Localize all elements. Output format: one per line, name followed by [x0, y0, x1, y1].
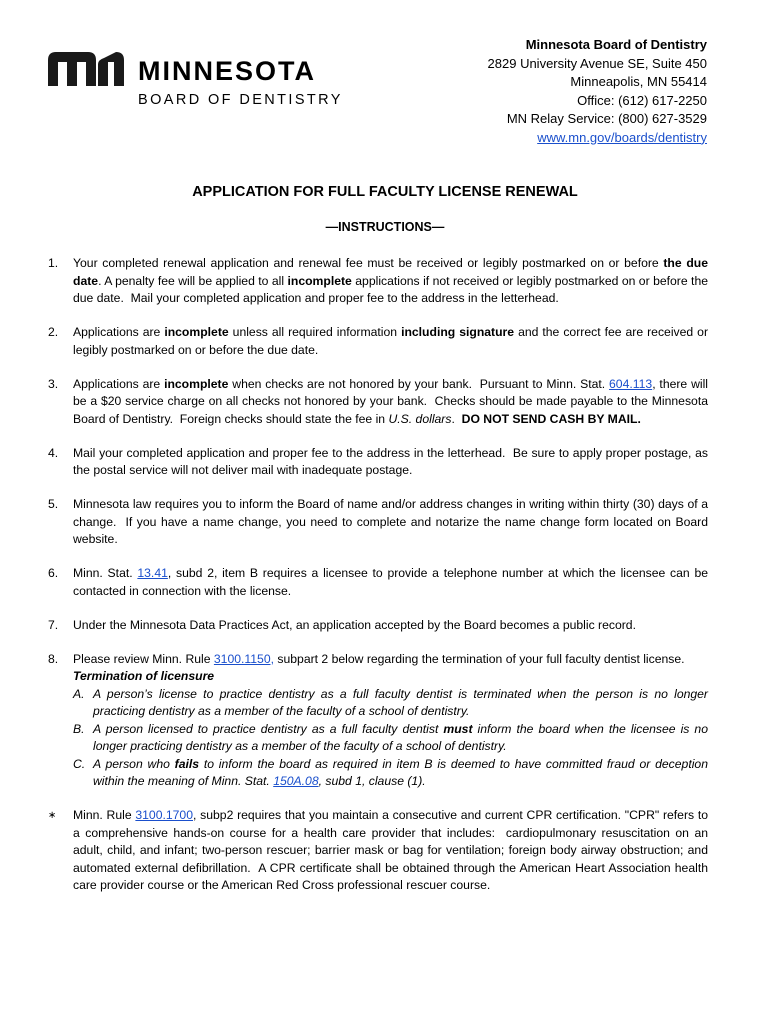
rule-link[interactable]: 3100.1700 — [135, 808, 193, 822]
item-number: 7. — [48, 617, 59, 632]
office-phone: Office: (612) 617-2250 — [577, 92, 707, 108]
relay-phone: MN Relay Service: (800) 627-3529 — [506, 111, 707, 126]
item-number: 4. — [48, 445, 59, 460]
logo-name: MINNESOTA — [138, 56, 316, 86]
list-item: 7. Under the Minnesota Data Practices Act, an application accepted by the Board becomes a public record. — [48, 617, 708, 635]
item-number: 8. — [48, 651, 59, 666]
instructions-heading: —INSTRUCTIONS— — [325, 220, 445, 234]
termination-title: Termination of licensure — [73, 669, 215, 683]
address-line-2: Minneapolis, MN 55414 — [570, 74, 707, 89]
statute-link[interactable]: 13.41 — [137, 566, 168, 580]
contact-block — [488, 36, 707, 147]
item-number: 1. — [48, 256, 59, 270]
board-logo — [48, 50, 358, 110]
item-number: 2. — [48, 325, 59, 339]
website-link[interactable]: www.mn.gov/boards/dentistry — [537, 129, 707, 145]
list-item: ∗ Minn. Rule 3100.1700, subp2 requires that you maintain a consecutive and current CPR certification. "CPR" refers to a comprehensive hands-on course for a health care provider that includes: cardiopulmonary resuscitation on an adult, child, and infant; two-person rescuer; barrier mask or bag for ventilation; foreign body airway obstruction; and automated external defibrillation. A CPR certificate shall be obtained through the American Heart Association health care provider course or the American Red Cross professional rescuer course. — [48, 808, 709, 892]
item-number: 5. — [48, 497, 59, 511]
list-item: 8. Please review Minn. Rule 3100.1150, subpart 2 below regarding the termination of your full faculty dentist license. Termination of licensure A. A person’s license to practice dentistry as a full faculty dentist is terminated when the person is no longer practicing dentistry as a member of the faculty of a school of dentistry. B. A person licensed to practice dentistry as a full faculty dentist must inform the board when the licensee is no longer practicing dentistry as a member of the faculty of a school of dentistry. C. A person who fails to inform the board as required in item B is deemed to have committed fraud or deception within the meaning of Minn. Stat. 150A.08, subd 1, clause (1). — [48, 651, 708, 791]
termination-item: A. A person’s license to practice dentistry as a full faculty dentist is terminated when the person is no longer practicing dentistry as a member of the faculty of a school of dentistry. — [73, 686, 708, 718]
item-number: 3. — [48, 376, 59, 391]
statute-link[interactable]: 604.113 — [609, 376, 653, 391]
list-item: 6. Minn. Stat. 13.41, subd 2, item B requires a licensee to provide a telephone number at which the licensee can be contacted in connection with the license. — [48, 566, 708, 598]
item-number: 6. — [48, 566, 59, 580]
statute-link[interactable]: 150A.08 — [273, 774, 319, 788]
org-name: Minnesota Board of Dentistry — [525, 37, 707, 52]
list-item: 4. Mail your completed application and proper fee to the address in the letterhead. Be sure to apply proper postage, as the postal service will not deliver mail with inadequate postage. — [48, 445, 708, 477]
list-item: 5. Minnesota law requires you to inform the Board of name and/or address changes in writing within thirty (30) days of a change. If you have a name change, you need to complete and notarize the name change form located on Board website. — [48, 497, 708, 546]
mn-logo-mark-icon — [48, 50, 126, 86]
list-item: 2. Applications are incomplete unless all required information including signature and the correct fee are received or legibly postmarked on or before the due date. — [48, 325, 709, 357]
instructions-list — [48, 255, 708, 911]
termination-item: C. A person who fails to inform the board as required in item B is deemed to have committed fraud or deception within the meaning of Minn. Stat. 150A.08, subd 1, clause (1). — [73, 756, 708, 788]
page-title: APPLICATION FOR FULL FACULTY LICENSE RENEWAL — [192, 184, 578, 200]
list-item: 1. Your completed renewal application and renewal fee must be received or legibly postmarked on or before the due date. A penalty fee will be applied to all incomplete applications if not received or legibly postmarked on or before the due date. Mail your completed application and proper fee to the address in the letterhead. — [48, 256, 709, 305]
rule-link[interactable]: 3100.1150, — [213, 651, 274, 666]
logo-subtitle: BOARD OF DENTISTRY — [138, 92, 343, 108]
asterisk-bullet-icon: ∗ — [48, 810, 57, 821]
termination-item: B. A person licensed to practice dentistry as a full faculty dentist must inform the board when the licensee is no longer practicing dentistry as a member of the faculty of a school of dentistry. — [73, 721, 708, 753]
termination-block — [73, 668, 708, 791]
address-line-1: 2829 University Avenue SE, Suite 450 — [487, 55, 707, 71]
list-item: 3. Applications are incomplete when checks are not honored by your bank. Pursuant to Minn. Stat. 604.113, there will be a $20 service charge on all checks not honored by your bank. Checks should be made payable to the Minnesota Board of Dentistry. Foreign checks should state the fee in U.S. dollars. DO NOT SEND CASH BY MAIL. — [48, 376, 708, 426]
